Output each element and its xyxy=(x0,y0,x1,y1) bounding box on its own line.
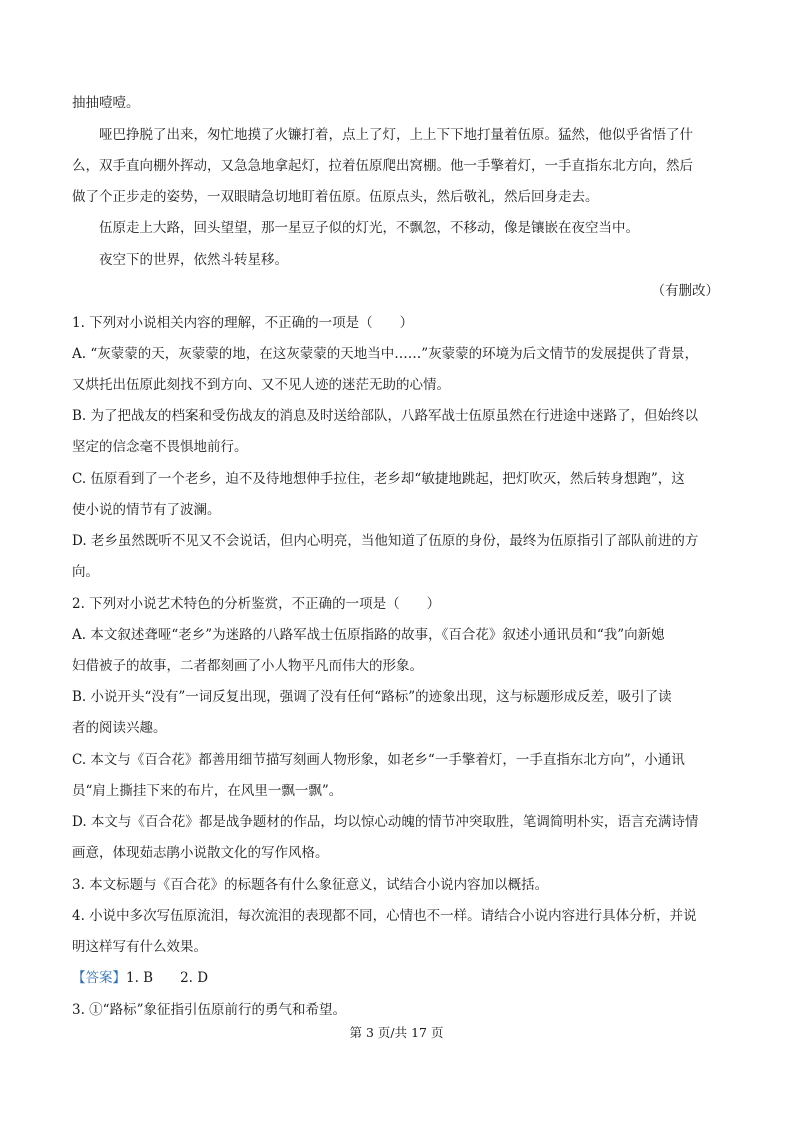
page-footer: 第 3 页/共 17 页 xyxy=(349,1025,444,1040)
question-1-option-a-line-1: A. “灰蒙蒙的天，灰蒙蒙的地，在这灰蒙蒙的天地当中……”灰蒙蒙的环境为后文情节的发展提供了背景， xyxy=(72,346,699,362)
story-paragraph-tail: 抽抽噎噎。 xyxy=(72,95,140,111)
answer-tag: 【答案】 xyxy=(72,970,126,986)
question-1-option-c-line-1: C. 伍原看到了一个老乡，迫不及待地想伸手拉住，老乡却“敏捷地跳起，把灯吹灭，然后转身想跑”，这 xyxy=(72,471,685,487)
question-1-option-c-line-2: 使小说的情节有了波澜。 xyxy=(72,502,221,518)
question-2-option-d-line-2: 画意，体现茹志鹃小说散文化的写作风格。 xyxy=(72,845,329,861)
answer-3-line-1: 3. ①“路标”象征指引伍原前行的勇气和希望。 xyxy=(72,1002,346,1018)
question-2-option-c-line-2: 员“肩上撕挂下来的布片，在风里一飘一飘”。 xyxy=(72,783,343,799)
question-2-option-d-line-1: D. 本文与《百合花》都是战争题材的作品，均以惊心动魄的情节冲突取胜，笔调简明朴实，语言充满诗情 xyxy=(72,814,699,830)
answer-choices: 1. B 2. D xyxy=(126,970,209,986)
story-paragraph-2: 伍原走上大路，回头望望，那一星豆子似的灯光，不飘忽，不移动，像是镶嵌在夜空当中。 xyxy=(99,220,639,236)
question-2-option-b-line-2: 者的阅读兴趣。 xyxy=(72,720,167,736)
source-note: （有删改） xyxy=(651,283,719,299)
question-1-option-a-line-2: 又烘托出伍原此刻找不到方向、又不见人迹的迷茫无助的心情。 xyxy=(72,377,450,393)
story-paragraph-1-line-1: 哑巴挣脱了出来，匆忙地摸了火镰打着，点上了灯，上上下下地打量着伍原。猛然，他似乎省悟了什 xyxy=(99,127,693,143)
question-1-option-d-line-2: 向。 xyxy=(72,564,99,580)
question-2-option-a-line-1: A. 本文叙述聋哑“老乡”为迷路的八路军战士伍原指路的故事，《百合花》叙述小通讯员和“我”向新媳 xyxy=(72,627,665,643)
question-2-option-a-line-2: 妇借被子的故事，二者都刻画了小人物平凡而伟大的形象。 xyxy=(72,658,423,674)
answer-line xyxy=(72,969,727,987)
question-1-option-d-line-1: D. 老乡虽然既听不见又不会说话，但内心明亮，当他知道了伍原的身份，最终为伍原指引了部队前进的方 xyxy=(72,533,699,549)
question-1-option-b-line-1: B. 为了把战友的档案和受伤战友的消息及时送给部队，八路军战士伍原虽然在行进途中迷路了，但始终以 xyxy=(72,408,699,424)
question-2-option-b-line-1: B. 小说开头“没有”一词反复出现，强调了没有任何“路标”的迹象出现，这与标题形成反差，吸引了读 xyxy=(72,689,672,705)
question-2-stem: 2. 下列对小说艺术特色的分析鉴赏，不正确的一项是（ ） xyxy=(72,596,441,612)
question-4-line-2: 明这样写有什么效果。 xyxy=(72,939,207,955)
question-2-option-c-line-1: C. 本文与《百合花》都善用细节描写刻画人物形象，如老乡“一手擎着灯，一手直指东北方向”，小通讯 xyxy=(72,752,685,768)
question-1-stem: 1. 下列对小说相关内容的理解，不正确的一项是（ ） xyxy=(72,315,414,331)
story-paragraph-1-line-2: 么，双手直向棚外挥动，又急急地拿起灯，拉着伍原爬出窝棚。他一手擎着灯，一手直指东北方向，然后 xyxy=(72,158,693,174)
question-3: 3. 本文标题与《百合花》的标题各有什么象征意义，试结合小说内容加以概括。 xyxy=(72,877,549,893)
question-1-option-b-line-2: 坚定的信念毫不畏惧地前行。 xyxy=(72,439,248,455)
question-4-line-1: 4. 小说中多次写伍原流泪，每次流泪的表现都不同，心情也不一样。请结合小说内容进行具体分析，并说 xyxy=(72,908,697,924)
story-paragraph-3: 夜空下的世界，依然斗转星移。 xyxy=(99,252,288,268)
story-paragraph-1-line-3: 做了个正步走的姿势，一双眼睛急切地盯着伍原。伍原点头，然后敬礼，然后回身走去。 xyxy=(72,189,599,205)
